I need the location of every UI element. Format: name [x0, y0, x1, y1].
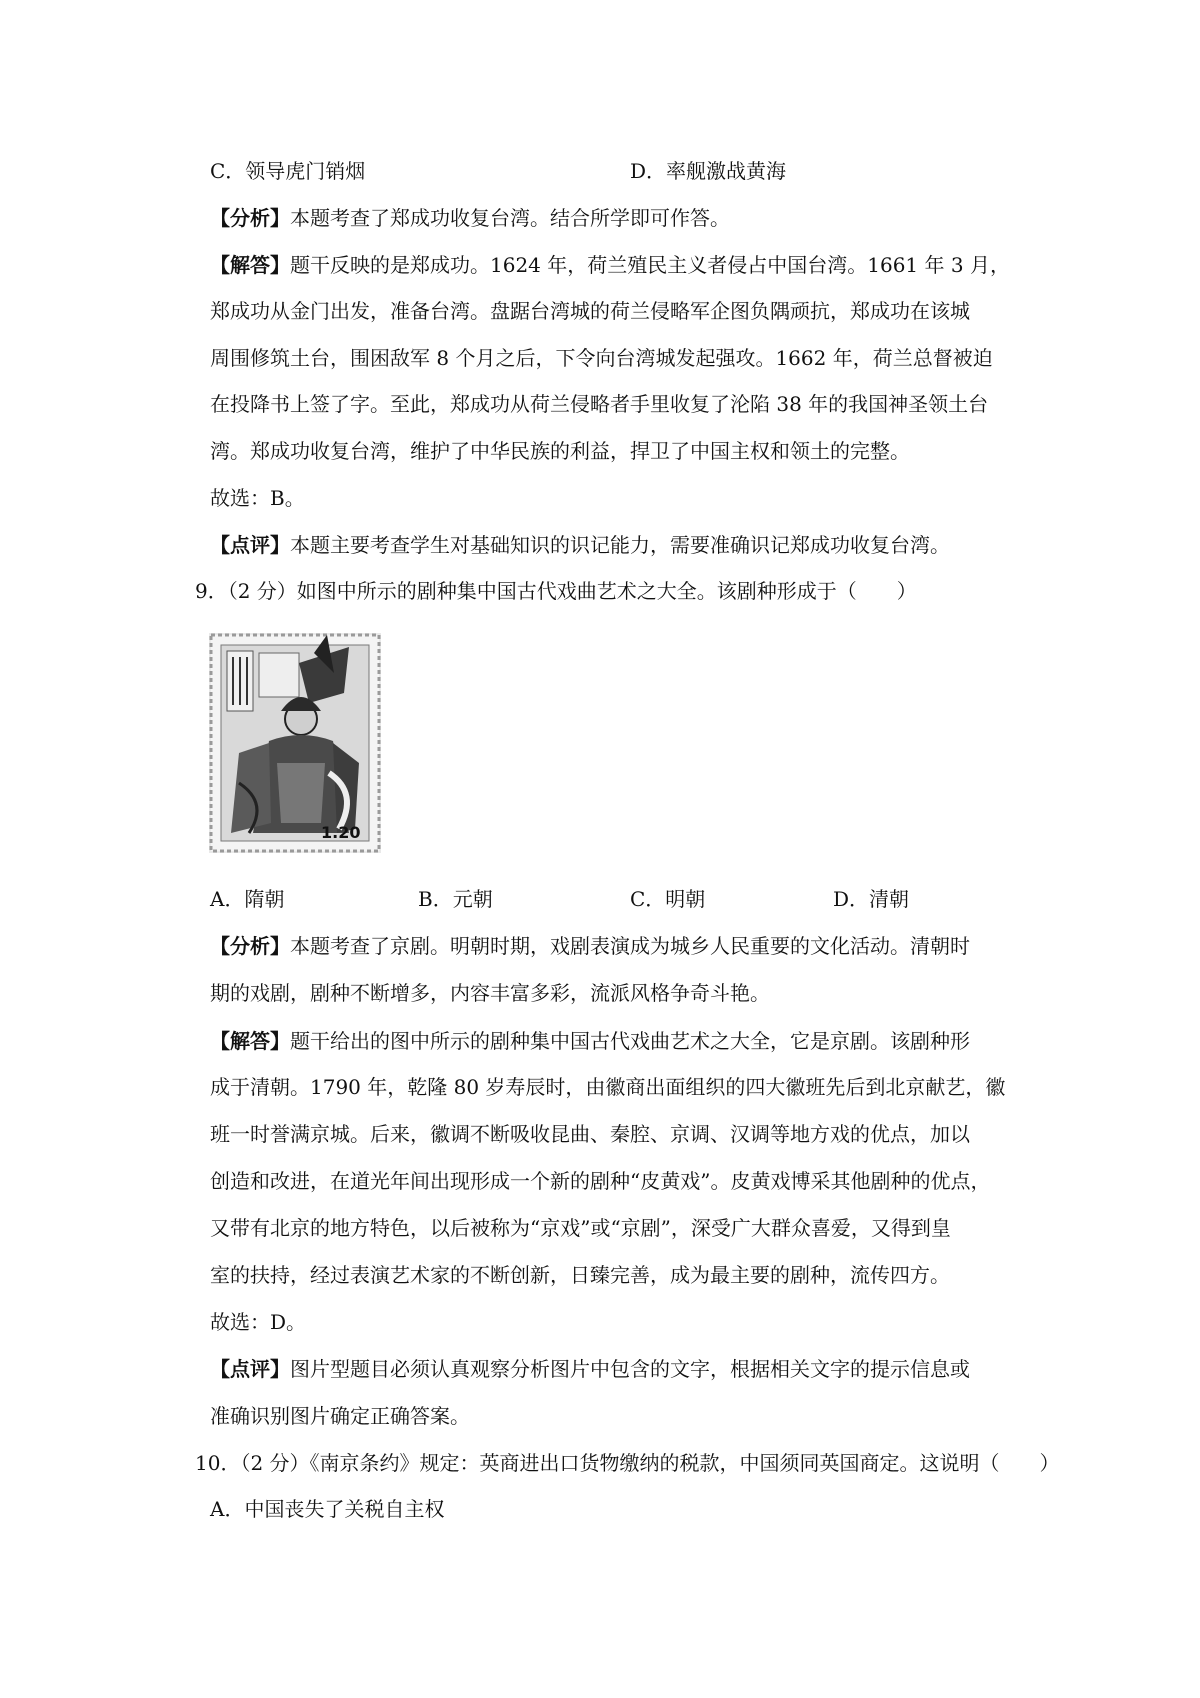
q9-answer-line: 班一时誉满京城。后来，徽调不断吸收昆曲、秦腔、京调、汉调等地方戏的优点，加以 [210, 1122, 970, 1146]
stamp-illustration [209, 633, 381, 853]
q10-stem: 10．（2 分）《南京条约》规定：英商进出口货物缴纳的税款，中国须同英国商定。这说明（ ） [195, 1451, 1060, 1475]
answer-text: 题干给出的图中所示的剧种集中国古代戏曲艺术之大全，它是京剧。该剧种形 [290, 1029, 970, 1053]
q8-option-c: C．领导虎门销烟 [210, 159, 366, 183]
comment-tag: 【点评】 [210, 1357, 290, 1381]
q9-option-b: B．元朝 [418, 887, 493, 911]
q9-option-d: D．清朝 [833, 887, 910, 911]
q9-answer-line [210, 1026, 970, 1056]
comment-text: 图片型题目必须认真观察分析图片中包含的文字，根据相关文字的提示信息或 [290, 1357, 970, 1381]
q9-choice: 故选：D。 [210, 1310, 307, 1334]
q9-answer-line: 又带有北京的地方特色，以后被称为“京戏”或“京剧”，深受广大群众喜爱，又得到皇 [210, 1216, 951, 1240]
q9-analysis-line: 期的戏剧，剧种不断增多，内容丰富多彩，流派风格争奇斗艳。 [210, 981, 770, 1005]
q9-option-a: A．隋朝 [210, 887, 285, 911]
q8-answer-line: 在投降书上签了字。至此，郑成功从荷兰侵略者手里收复了沦陷 38 年的我国神圣领土台 [210, 392, 989, 416]
q9-answer-line: 成于清朝。1790 年，乾隆 80 岁寿辰时，由徽商出面组织的四大徽班先后到北京献艺，徽 [210, 1075, 1006, 1099]
comment-text: 本题主要考查学生对基础知识的识记能力，需要准确识记郑成功收复台湾。 [290, 533, 950, 557]
q8-answer-line: 郑成功从金门出发，准备台湾。盘踞台湾城的荷兰侵略军企图负隅顽抗，郑成功在该城 [210, 299, 970, 323]
q9-option-c: C．明朝 [630, 887, 706, 911]
answer-tag: 【解答】 [210, 1029, 290, 1053]
q9-stem: 9．（2 分）如图中所示的剧种集中国古代戏曲艺术之大全。该剧种形成于（ ） [195, 579, 917, 603]
analysis-tag: 【分析】 [210, 934, 290, 958]
analysis-text: 本题考查了京剧。明朝时期，戏剧表演成为城乡人民重要的文化活动。清朝时 [290, 934, 970, 958]
answer-text: 题干反映的是郑成功。1624 年，荷兰殖民主义者侵占中国台湾。1661 年 3 月， [290, 253, 1010, 277]
q9-answer-line: 创造和改进，在道光年间出现形成一个新的剧种“皮黄戏”。皮黄戏博采其他剧种的优点， [210, 1169, 991, 1193]
comment-tag: 【点评】 [210, 533, 290, 557]
analysis-tag: 【分析】 [210, 206, 290, 230]
q9-comment-line [210, 1354, 970, 1384]
q9-answer-line: 室的扶持，经过表演艺术家的不断创新，日臻完善，成为最主要的剧种，流传四方。 [210, 1263, 950, 1287]
analysis-text: 本题考查了郑成功收复台湾。结合所学即可作答。 [290, 206, 730, 230]
q10-option-a: A．中国丧失了关税自主权 [210, 1497, 445, 1521]
stamp-value: 1.20 [321, 823, 361, 842]
opera-stamp-image [209, 633, 381, 853]
q8-option-d: D．率舰激战黄海 [630, 159, 787, 183]
q8-choice: 故选：B。 [210, 486, 305, 510]
q8-answer-line [210, 250, 1010, 280]
q9-analysis-line [210, 931, 970, 961]
q8-comment [210, 530, 950, 560]
answer-tag: 【解答】 [210, 253, 290, 277]
q8-answer-line: 湾。郑成功收复台湾，维护了中华民族的利益，捍卫了中国主权和领土的完整。 [210, 439, 910, 463]
q9-comment-line: 准确识别图片确定正确答案。 [210, 1404, 470, 1428]
q8-answer-line: 周围修筑土台，围困敌军 8 个月之后，下令向台湾城发起强攻。1662 年，荷兰总督被迫 [210, 346, 993, 370]
q8-analysis [210, 203, 730, 233]
